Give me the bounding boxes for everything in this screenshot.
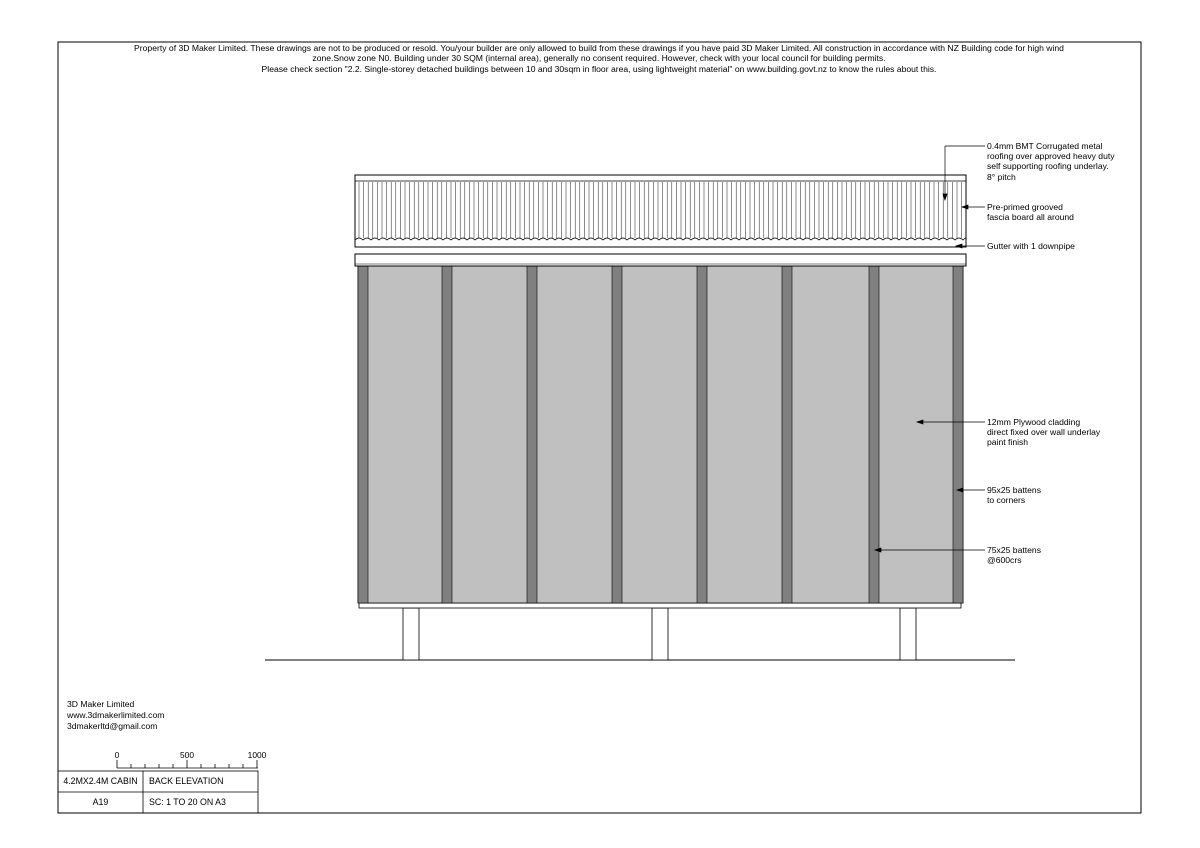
wall-batten [442,266,452,603]
annotation-line: @600crs [987,555,1022,566]
wall-batten [612,266,622,603]
annotation-battens [987,545,1041,565]
copyright-notice [58,43,1140,74]
notice-line-2: zone.Snow zone N0. Building under 30 SQM (internal area), generally no consent required. However, check with your local council for building permits. [312,53,886,64]
company-website: www.3dmakerlimited.com [67,710,165,720]
annotation-line: 8° pitch [987,171,1016,182]
pile-left [403,608,419,660]
annotation-cladding [987,417,1100,448]
company-info [67,699,164,732]
notice-line-3: Please check section "2.2. Single-storey detached buildings between 10 and 30sqm in floor area, using lightweight material" on www.building.govt.nz to know the rules about this. [261,63,937,74]
pile-right [900,608,916,660]
title-sheet-number: A19 [92,797,109,807]
title-project: 4.2MX2.4M CABIN [63,776,138,786]
wall-batten [527,266,537,603]
annotation-line: fascia board all around [987,212,1074,223]
title-scale: SC: 1 TO 20 ON A3 [149,797,226,807]
scale-label-1000: 1000 [247,750,267,760]
scale-label-0: 0 [114,750,120,760]
company-name: 3D Maker Limited [67,699,135,709]
annotation-line: 0.4mm BMT Corrugated metal [987,141,1103,151]
notice-line-1: Property of 3D Maker Limited. These drawings are not to be produced or resold. You/your builder are only allowed to build from these drawings if you have paid 3D Maker Limited. All construction in accordance with NZ Building code for high wind [134,43,1064,53]
annotation-line: Gutter with 1 downpipe [987,241,1075,251]
company-email: 3dmakerltd@gmail.com [67,721,158,731]
annotation-corner-battens [987,485,1041,505]
corner-batten [953,266,963,603]
annotation-line: Pre-primed grooved [987,202,1063,212]
scale-bar [117,760,258,768]
wall-batten [782,266,792,603]
title-view: BACK ELEVATION [149,776,224,786]
annotation-line: 12mm Plywood cladding [987,417,1081,427]
scale-label-500: 500 [180,750,194,760]
annotation-gutter [987,241,1075,251]
annotation-line: to corners [987,495,1026,506]
annotation-line: self supporting roofing underlay. [987,161,1109,172]
wall-batten [869,266,879,603]
pile-middle [652,608,668,660]
annotation-fascia [987,202,1074,222]
wall-batten [697,266,707,603]
floor-bearer [359,603,961,608]
annotation-line: 75x25 battens [987,545,1041,555]
corner-batten [358,266,368,603]
piles [403,608,916,660]
annotation-line: 95x25 battens [987,485,1041,495]
annotation-line: direct fixed over wall underlay [987,427,1101,438]
annotation-roofing [987,141,1115,182]
annotation-line: roofing over approved heavy duty [987,151,1115,162]
annotation-line: paint finish [987,437,1029,448]
